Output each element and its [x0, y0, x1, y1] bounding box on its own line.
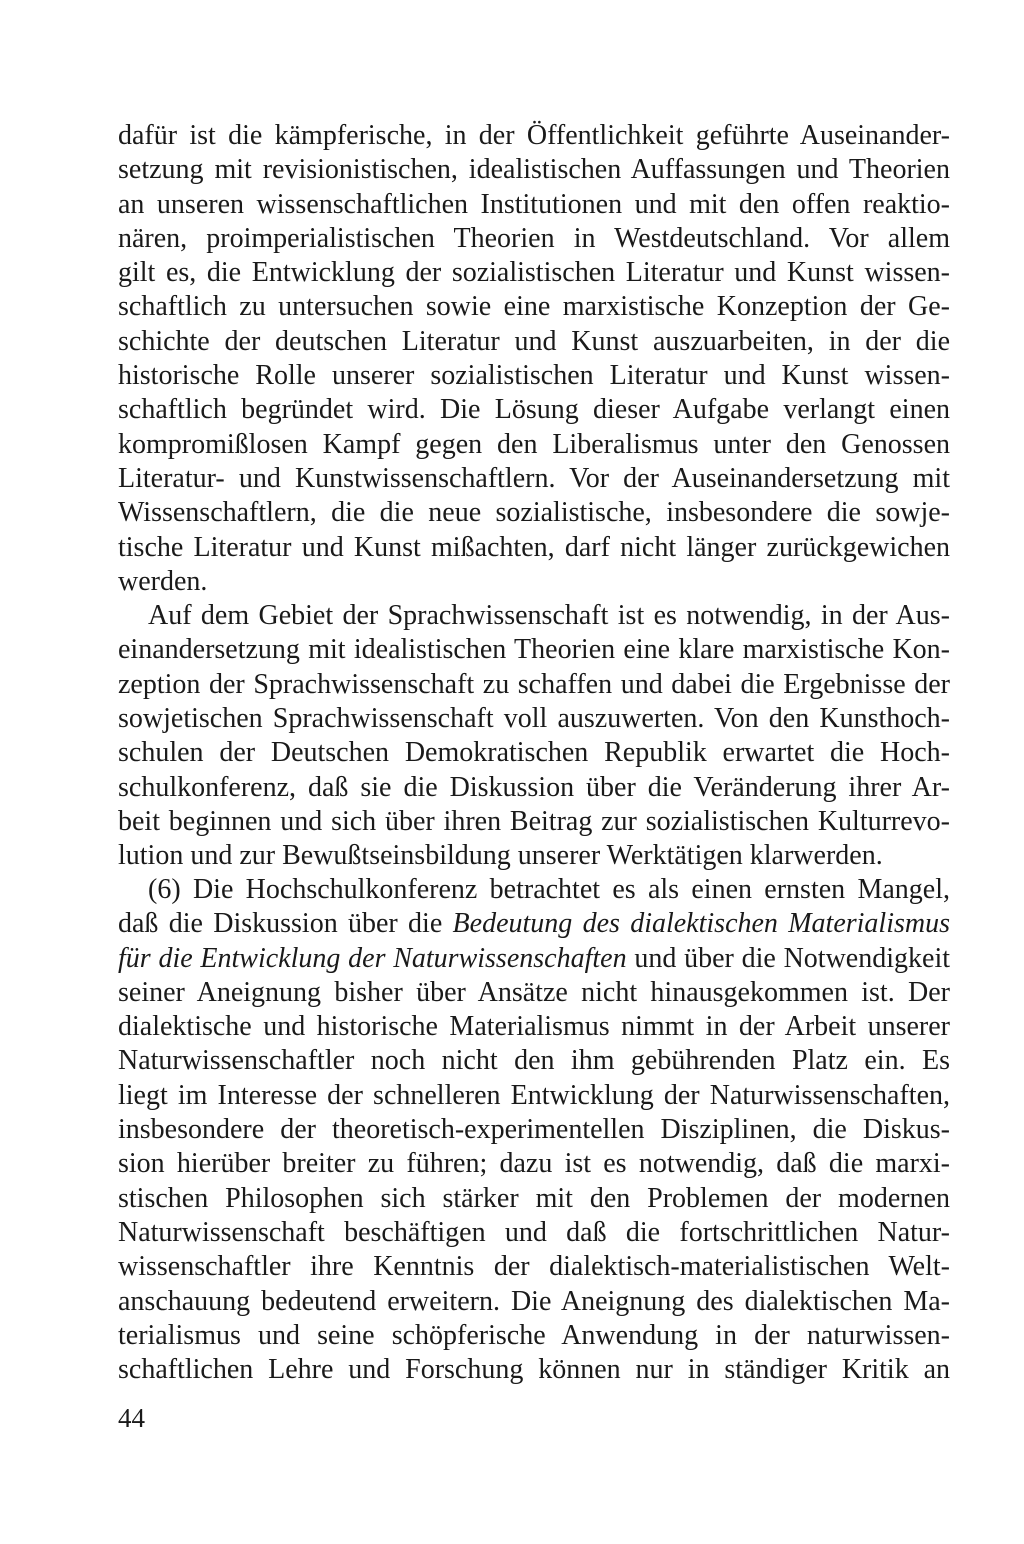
emphasized-text: Bedeutung des dialektischen Materialismus [452, 908, 950, 940]
text-line: schulen der Deutschen Demokratischen Republik erwartet die Hoch- [118, 737, 950, 769]
text-line: wissenschaftler ihre Kenntnis der dialektisch-materialistischen Welt- [118, 1251, 950, 1283]
text-line: liegt im Interesse der schnelleren Entwicklung der Naturwissenschaften, [118, 1079, 950, 1111]
text-line: setzung mit revisionistischen, idealistischen Auffassungen und Theorien [118, 154, 950, 186]
text-line: nären, proimperialistischen Theorien in Westdeutschland. Vor allem [118, 222, 950, 254]
text-line: historische Rolle unserer sozialistischen Literatur und Kunst wissen- [118, 360, 950, 392]
text-line: kompromißlosen Kampf gegen den Liberalismus unter den Genossen [118, 428, 950, 460]
text-block-main [118, 119, 950, 874]
text-line: terialismus und seine schöpferische Anwendung in der naturwissen- [118, 1319, 950, 1351]
text-line: Wissenschaftlern, die die neue sozialistische, insbesondere die sowje- [118, 497, 950, 529]
text-line: (6) Die Hochschulkonferenz betrachtet es als einen ernsten Mangel, [148, 874, 950, 905]
text-line: schaftlich zu untersuchen sowie eine marxistische Konzeption der Ge- [118, 291, 950, 323]
text-line: sowjetischen Sprachwissenschaft voll auszuwerten. Von den Kunsthoch- [118, 703, 950, 735]
text-line: dialektische und historische Materialismus nimmt in der Arbeit unserer [118, 1011, 950, 1043]
text-line-mixed [118, 942, 950, 976]
text-line: Naturwissenschaft beschäftigen und daß die fortschrittlichen Natur- [118, 1216, 950, 1248]
text-line: schaftlich begründet wird. Die Lösung dieser Aufgabe verlangt einen [118, 394, 950, 426]
text-line: beit beginnen und sich über ihren Beitrag zur sozialistischen Kulturrevo- [118, 805, 950, 837]
page-number: 44 [118, 1403, 145, 1433]
text-line: schaftlichen Lehre und Forschung können nur in ständiger Kritik an [118, 1354, 950, 1386]
text-line: an unseren wissenschaftlichen Institutionen und mit den offen reaktio- [118, 188, 950, 220]
text-segment: und über die Notwendigkeit [626, 942, 950, 974]
emphasized-text: für die Entwicklung der Naturwissenschaften [118, 942, 627, 974]
text-line: werden. [118, 565, 208, 597]
text-line: gilt es, die Entwicklung der sozialistischen Literatur und Kunst wissen- [118, 257, 950, 289]
text-line: dafür ist die kämpferische, in der Öffentlichkeit geführte Auseinander- [118, 120, 950, 151]
text-line: zeption der Sprachwissenschaft zu schaffen und dabei die Ergebnisse der [118, 668, 950, 700]
text-line: Naturwissenschaftler noch nicht den ihm gebührenden Platz ein. Es [118, 1045, 950, 1077]
text-line: Literatur- und Kunstwissenschaftlern. Vor der Auseinandersetzung mit [118, 462, 950, 494]
text-segment: daß die Diskussion über die [118, 908, 453, 940]
text-line: schulkonferenz, daß sie die Diskussion über die Veränderung ihrer Ar- [118, 771, 950, 803]
text-line-mixed [118, 907, 950, 941]
text-line: stischen Philosophen sich stärker mit den Problemen der modernen [118, 1182, 950, 1214]
text-block-section-6 [118, 873, 950, 1387]
text-line: seiner Aneignung bisher über Ansätze nicht hinausgekommen ist. Der [118, 976, 950, 1008]
text-line: lution und zur Bewußtseinsbildung unserer Werktätigen klarwerden. [118, 840, 883, 872]
text-line: einandersetzung mit idealistischen Theorien eine klare marxistische Kon- [118, 634, 950, 666]
text-line: sion hierüber breiter zu führen; dazu ist es notwendig, daß die marxi- [118, 1148, 950, 1180]
text-line: Auf dem Gebiet der Sprachwissenschaft ist es notwendig, in der Aus- [148, 600, 950, 632]
text-line: insbesondere der theoretisch-experimentellen Disziplinen, die Diskus- [118, 1114, 950, 1146]
text-line: schichte der deutschen Literatur und Kunst auszuarbeiten, in der die [118, 325, 950, 357]
text-line: anschauung bedeutend erweitern. Die Aneignung des dialektischen Ma- [118, 1285, 950, 1317]
text-line: tische Literatur und Kunst mißachten, darf nicht länger zurückgewichen [118, 531, 950, 563]
